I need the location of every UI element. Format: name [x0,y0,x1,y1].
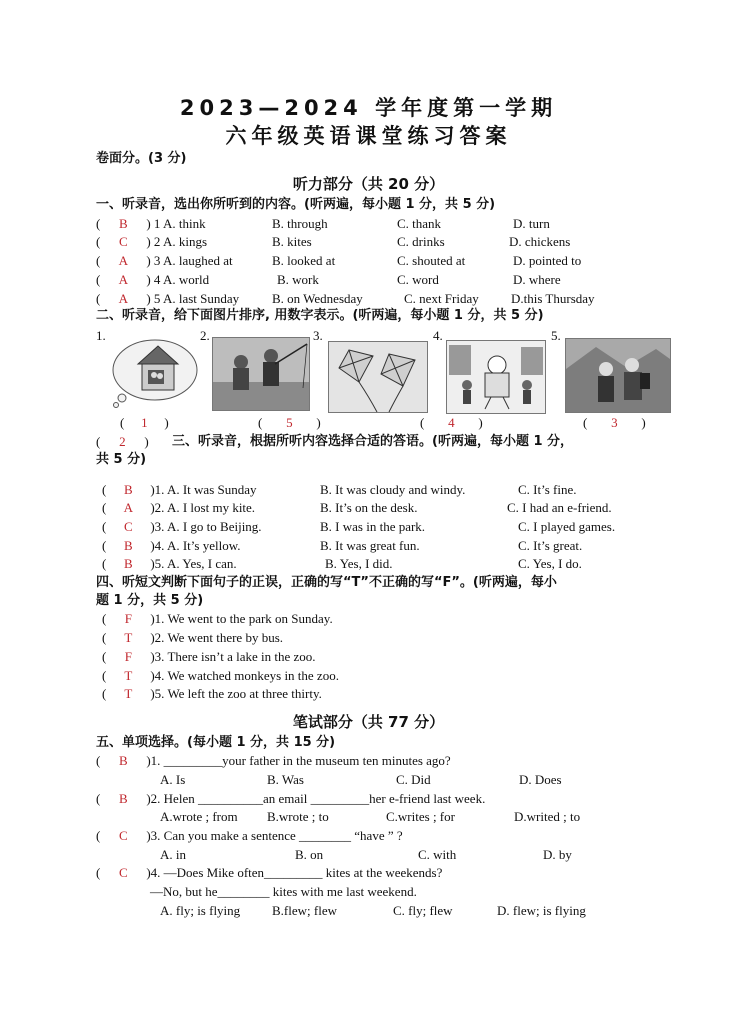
s5-q3-opt-a: A. in [160,847,186,862]
s5-q4-opt-b: B.flew; flew [272,903,337,918]
section1-heading: 一、听录音，选出你所听到的内容。(听两遍，每小题 1 分，共 5 分) [96,197,496,212]
s1-option-a: ) 3 A. laughed at [146,253,233,268]
s3-option-a: )3. A. I go to Beijing. [150,519,262,534]
s3-option-c: C. I had an e-friend. [507,500,612,515]
s1-option-c: C. drinks [397,234,445,249]
section4-heading-cont: 题 1 分，共 5 分) [96,593,204,608]
section3-heading-cont: 共 5 分) [96,452,147,467]
s5-q4-opt-d: D. flew; is flying [497,903,586,918]
s3-option-c: C. It’s fine. [518,482,577,497]
s1-option-a: ) 4 A. world [146,272,210,287]
section2-heading: 二、听录音，给下面图片排序, 用数字表示。(听两遍，每小题 1 分，共 5 分) [96,308,544,323]
pic1-label: 1. [96,328,106,343]
s4-statement: )5. We left the zoo at three thirty. [150,686,322,701]
s1-option-b: B. looked at [272,253,336,268]
s3-option-a: )2. A. I lost my kite. [150,500,256,515]
s4-statement: )4. We watched monkeys in the zoo. [150,668,339,683]
s3-row-4: ( B )4. A. It’s yellow. [102,538,241,553]
s5-q1: ( B )1. _________your father in the museum ten minutes ago? [96,753,451,768]
s4-answer: T [124,668,133,683]
s1-option-c: C. shouted at [397,253,466,268]
s1-option-b: B. through [272,216,328,231]
s3-option-a: )1. A. It was Sunday [150,482,257,497]
s4-answer: F [124,649,132,664]
s1-option-d: D. turn [513,216,550,231]
s5-q4-opt-c: C. fly; flew [393,903,453,918]
s5-q1-opt-c: C. Did [396,772,431,787]
s5-q1-opt-b: B. Was [267,772,304,787]
s5-q2-opt-c: C.writes ; for [386,809,455,824]
s3-option-a: )5. A. Yes, I can. [150,556,237,571]
s1-answer: B [119,216,128,231]
section5-heading: 五、单项选择。(每小题 1 分，共 15 分) [96,735,336,750]
section4-heading: 四、听短文判断下面句子的正误，正确的写“T”不正确的写“F”。(听两遍，每小 [96,575,557,590]
written-header: 笔试部分（共 77 分） [292,713,445,731]
s1-option-d: D. where [513,272,561,287]
s4-statement: )1. We went to the park on Sunday. [150,611,333,626]
s1-row-3: ( A ) 3 A. laughed at [96,253,233,268]
s1-option-b: B. kites [272,234,312,249]
s5-q4: ( C )4. —Does Mike often_________ kites at the weekends? [96,865,443,880]
page-title: 2023—2024 学年度第一学期 [179,96,558,120]
section3-heading: 三、听录音，根据所听内容选择合适的答语。(听两遍，每小题 1 分， [172,434,574,449]
pic4-answer: ( 4 ) [420,415,483,430]
s3-option-b: B. It was great fun. [320,538,420,553]
s3-option-c: C. It’s great. [518,538,583,553]
page-subtitle: 六年级英语课堂练习答案 [225,124,512,148]
pic5-answer: ( 3 ) [583,415,646,430]
s1-answer: A [118,272,129,287]
s4-row-2: ( T )2. We went there by bus. [102,630,283,645]
s1-option-b: B. on Wednesday [272,291,363,306]
s4-answer: T [124,630,133,645]
s5-q2-opt-b: B.wrote ; to [267,809,329,824]
s3-option-b: B. It’s on the desk. [320,500,418,515]
s3-row-3: ( C )3. A. I go to Beijing. [102,519,262,534]
s4-row-3: ( F )3. There isn’t a lake in the zoo. [102,649,316,664]
s3-option-b: B. I was in the park. [320,519,426,534]
s5-q4-line2: —No, but he________ kites with me last weekend. [150,884,417,899]
s3-option-c: C. I played games. [518,519,616,534]
s1-option-a: ) 2 A. kings [146,234,208,249]
s5-q3-opt-b: B. on [295,847,324,862]
s1-answer: C [119,234,128,249]
hikers-picture [565,338,671,413]
s4-statement: )2. We went there by bus. [150,630,283,645]
s3-row-5: ( B )5. A. Yes, I can. [102,556,237,571]
s1-option-a: ) 1 A. think [146,216,206,231]
s1-row-5: ( A ) 5 A. last Sunday [96,291,240,306]
s4-answer: F [124,611,132,626]
s5-q4-opt-a: A. fly; is flying [160,903,241,918]
s5-q3-opt-d: D. by [543,847,572,862]
pic3-answer: ( 2 ) [96,434,149,449]
s1-answer: A [118,291,129,306]
s1-option-a: ) 5 A. last Sunday [146,291,240,306]
s5-q1-opt-a: A. Is [160,772,186,787]
s3-answer: B [124,538,133,553]
s3-option-b: B. Yes, I did. [325,556,393,571]
s4-row-5: ( T )5. We left the zoo at three thirty. [102,686,322,701]
s1-row-4: ( A ) 4 A. world [96,272,210,287]
s5-q2-opt-a: A.wrote ; from [160,809,238,824]
s1-option-c: C. thank [397,216,442,231]
s4-answer: T [124,686,133,701]
s3-answer: B [124,556,133,571]
s1-option-c: C. word [397,272,439,287]
s4-statement: )3. There isn’t a lake in the zoo. [150,649,316,664]
pic5-label: 5. [551,328,561,343]
s3-answer: A [123,500,134,515]
s1-option-d: D. chickens [509,234,571,249]
neatness-score: 卷面分。(3 分) [96,151,187,166]
s1-answer: A [118,253,129,268]
s1-option-d: D.this Thursday [511,291,595,306]
santa-children-picture [446,340,546,414]
s5-q2: ( B )2. Helen __________an email _________her e-friend last week. [96,791,486,806]
s3-answer: B [124,482,133,497]
house-thought-bubble-picture [108,336,200,408]
s4-row-4: ( T )4. We watched monkeys in the zoo. [102,668,339,683]
s3-row-2: ( A )2. A. I lost my kite. [102,500,256,515]
kites-picture [328,341,428,413]
s1-row-1: ( B ) 1 A. think [96,216,206,231]
s1-option-c: C. next Friday [404,291,479,306]
pic4-label: 4. [433,328,443,343]
listening-header: 听力部分（共 20 分） [292,175,445,193]
fishing-people-picture [212,337,310,411]
s5-q2-opt-d: D.writed ; to [514,809,581,824]
s3-row-1: ( B )1. A. It was Sunday [102,482,257,497]
s3-option-b: B. It was cloudy and windy. [320,482,466,497]
s1-option-d: D. pointed to [513,253,582,268]
s5-q1-opt-d: D. Does [519,772,562,787]
s3-option-c: C. Yes, I do. [518,556,582,571]
s5-q3: ( C )3. Can you make a sentence ________ “have ” ? [96,828,403,843]
pic2-label: 2. [200,328,210,343]
s4-row-1: ( F )1. We went to the park on Sunday. [102,611,333,626]
s3-option-a: )4. A. It’s yellow. [150,538,241,553]
s1-row-2: ( C ) 2 A. kings [96,234,208,249]
s1-option-b: B. work [277,272,319,287]
s3-answer: C [124,519,133,534]
pic1-answer: ( 1 ) [120,415,169,430]
pic3-label: 3. [313,328,323,343]
pic2-answer: ( 5 ) [258,415,321,430]
s5-q3-opt-c: C. with [418,847,457,862]
